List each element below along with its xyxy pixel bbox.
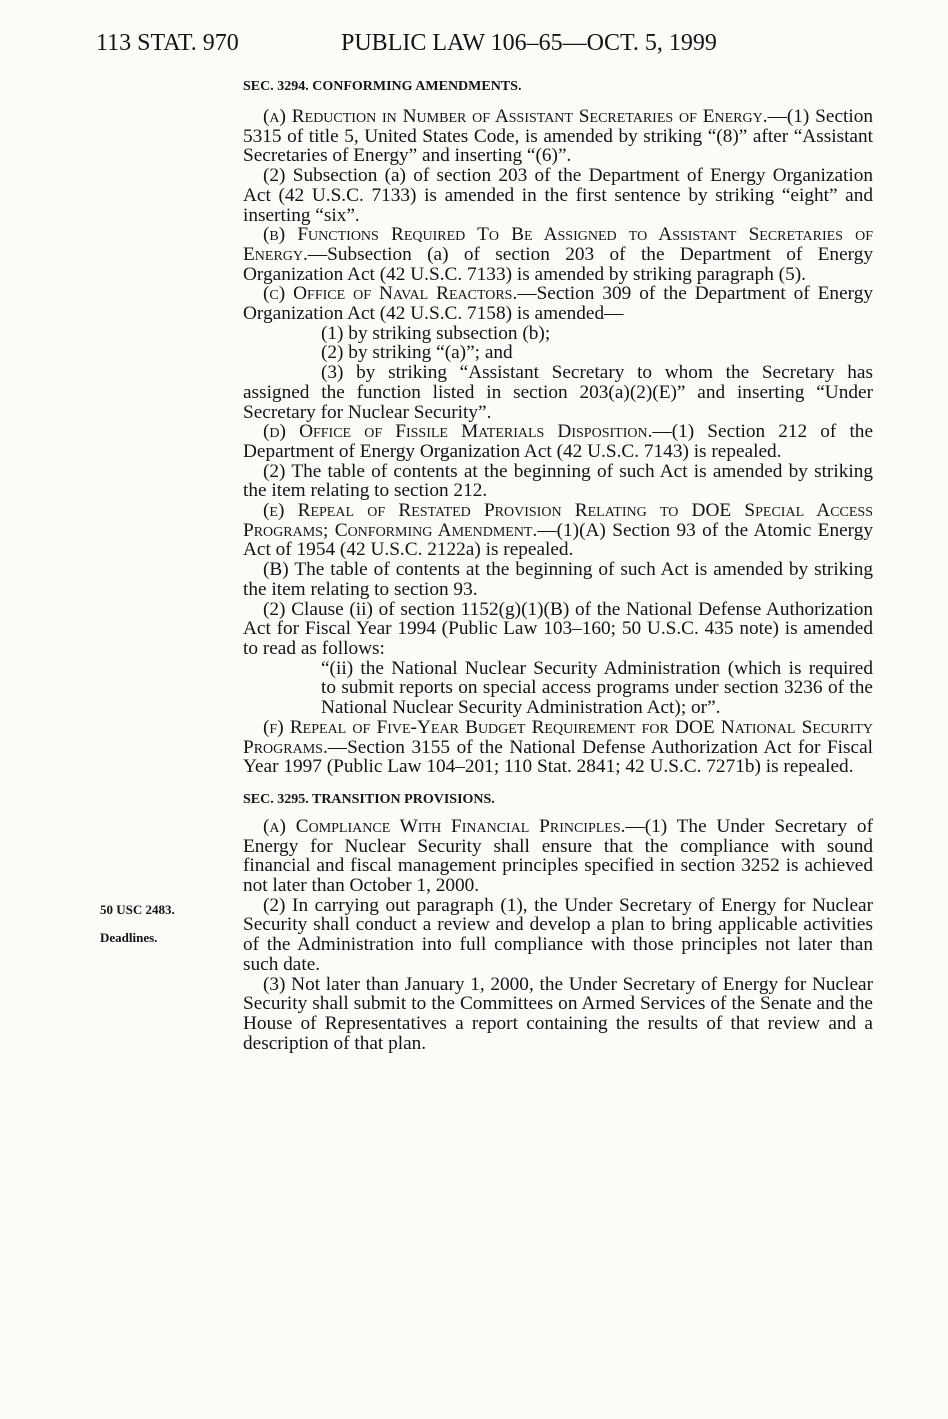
paragraph-3294-e-1a xyxy=(243,501,873,560)
item-3294-c-3: (3) by striking “Assistant Secretary to whom the Secretary has assigned the function listed in section 203(a)(2)(E)” and inserting “Under Secretary for Nuclear Security”. xyxy=(243,362,873,423)
paragraph-3294-c xyxy=(243,284,873,323)
paragraph-3295-a-1 xyxy=(243,817,873,896)
item-3294-c-1: (1) by striking subsection (b); xyxy=(321,322,551,344)
paragraph-3294-e-2: (2) Clause (ii) of section 1152(g)(1)(B) of the National Defense Authorization Act for Fiscal Year 1994 (Public Law 103–160; 50 U.S.C. 435 note) is amended to read as follows: xyxy=(243,598,873,659)
paragraph-3294-d-2: (2) The table of contents at the beginning of such Act is amended by striking the item relating to section 212. xyxy=(243,460,873,502)
paragraph-3295-a-2: (2) In carrying out paragraph (1), the Under Secretary of Energy for Nuclear Security shall conduct a review and develop a plan to bring applicable activities of the Administration into full compliance with those principles not later than such date. xyxy=(243,894,873,975)
section-3294-heading: SEC. 3294. CONFORMING AMENDMENTS. xyxy=(243,79,522,94)
paragraph-3294-e-1b: (B) The table of contents at the beginning of such Act is amended by striking the item relating to section 93. xyxy=(243,559,873,600)
text-3294-f: —Section 3155 of the National Defense Authorization Act for Fiscal Year 1997 (Public Law 104–201; 110 Stat. 2841; 42 U.S.C. 7271b) is repealed. xyxy=(243,736,873,778)
section-3295-heading: SEC. 3295. TRANSITION PROVISIONS. xyxy=(243,791,495,807)
paragraph-3294-b xyxy=(243,225,873,284)
margin-note-deadlines: Deadlines. xyxy=(100,930,158,945)
caption-3294-c: (c) Office of Naval Reactors. xyxy=(263,283,518,305)
running-header xyxy=(96,30,876,64)
caption-3294-b: (b) Functions Required To Be Assigned to Assistant Secretaries of Energy. xyxy=(243,224,873,265)
text-3295-a-1: —(1) The Under Secretary of Energy for Nuclear Security shall ensure that the compliance with sound financial and fiscal management principles specified in section 3252 is achieved not later than October 1, 2000. xyxy=(243,815,873,897)
text-3294-c: —Section 309 of the Department of Energy Organization Act (42 U.S.C. 7158) is amended— xyxy=(243,283,873,325)
public-law-citation: PUBLIC LAW 106–65—OCT. 5, 1999 xyxy=(341,30,717,56)
paragraph-3294-a-2: (2) Subsection (a) of section 203 of the Department of Energy Organization Act (42 U.S.C. 7133) is amended in the first sentence by striking “eight” and inserting “six”. xyxy=(243,165,873,226)
text-3294-b: —Subsection (a) of section 203 of the Department of Energy Organization Act (42 U.S.C. 7133) is amended by striking paragraph (5). xyxy=(243,243,873,285)
text-3294-a-1: —(1) Section 5315 of title 5, United States Code, is amended by striking “(8)” after “Assistant Secretaries of Energy” and inserting “(6)”. xyxy=(243,106,874,167)
paragraph-3295-a-3: (3) Not later than January 1, 2000, the Under Secretary of Energy for Nuclear Security shall submit to the Committees on Armed Services of the Senate and the House of Representatives a report containing the results of that review and a description of that plan. xyxy=(243,973,873,1054)
text-3294-d-1: —(1) Section 212 of the Department of Energy Organization Act (42 U.S.C. 7143) is repealed. xyxy=(243,421,874,462)
body-text xyxy=(243,78,873,1053)
margin-note-usc: 50 USC 2483. xyxy=(100,902,175,917)
text-3294-e-1a: —(1)(A) Section 93 of the Atomic Energy Act of 1954 (42 U.S.C. 2122a) is repealed. xyxy=(243,519,873,561)
statute-page-number: 113 STAT. 970 xyxy=(96,30,239,56)
paragraph-3294-d-1 xyxy=(243,422,873,461)
caption-3294-e: (e) Repeal of Restated Provision Relating to DOE Special Access Programs; Conforming Amendment. xyxy=(243,500,873,541)
paragraph-3294-f xyxy=(243,718,873,777)
caption-3295-a: (a) Compliance With Financial Principles. xyxy=(263,815,626,837)
quoted-clause-ii: “(ii) the National Nuclear Security Administration (which is required to submit reports on special access programs under section 3236 of the National Nuclear Security Administration Act); or”. xyxy=(321,657,873,719)
item-3294-c-2: (2) by striking “(a)”; and xyxy=(321,342,513,364)
paragraph-3294-a-1 xyxy=(243,107,873,166)
caption-3294-d: (d) Office of Fissile Materials Disposition. xyxy=(263,421,653,443)
caption-3294-f: (f) Repeal of Five-Year Budget Requirement for DOE National Security Programs. xyxy=(243,716,873,758)
caption-3294-a: (a) Reduction in Number of Assistant Secretaries of Energy. xyxy=(263,106,768,127)
